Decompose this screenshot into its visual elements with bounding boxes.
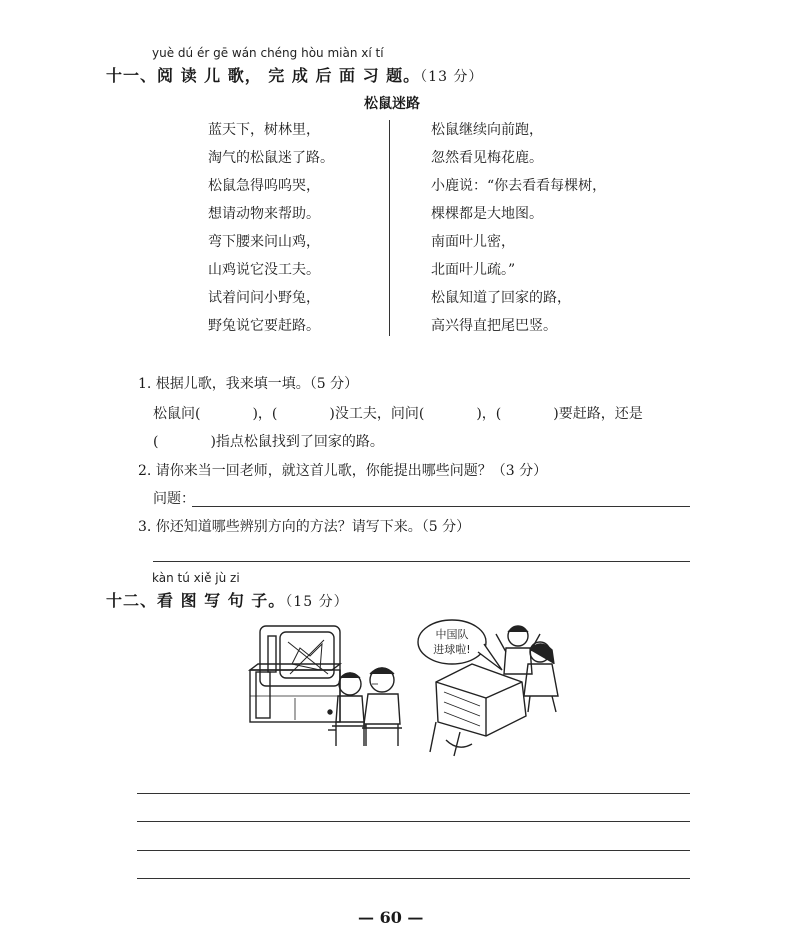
poem-line: 松鼠继续向前跑，: [431, 122, 543, 138]
illustration: [240, 612, 570, 764]
writing-line[interactable]: [137, 850, 690, 851]
q1-text: )，(: [252, 406, 278, 422]
section12-title: 看 图 写 句 子。: [157, 591, 286, 610]
q1-fill-line-2: [153, 431, 384, 451]
tv-right-icon: [430, 664, 526, 756]
section12-score: （15 分）: [285, 594, 349, 610]
poem-line: 北面叶儿疏。”: [431, 262, 516, 278]
poem-right-column: [431, 116, 606, 340]
section12-heading: [106, 588, 349, 611]
poem-line: 松鼠知道了回家的路，: [431, 290, 571, 306]
writing-line[interactable]: [137, 878, 690, 879]
q2-answer-line[interactable]: [192, 506, 690, 507]
bubble-text-line-1: 中国队: [435, 628, 469, 641]
section12-number: 十二、: [106, 591, 158, 610]
children-watching-icon: [328, 668, 402, 746]
q1-text: )指点松鼠找到了回家的路。: [210, 434, 384, 450]
q1-text: )要赶路，还是: [553, 406, 643, 422]
poem-line: 想请动物来帮助。: [208, 206, 320, 222]
q1-text: )没工夫，问问(: [329, 406, 425, 422]
poem-divider: [389, 120, 390, 336]
writing-line[interactable]: [137, 793, 690, 794]
q2-label: 问题：: [153, 491, 195, 507]
section12-pinyin: kàn tú xiě jù zi: [152, 571, 240, 585]
page-number: — 60 —: [358, 908, 424, 927]
section11-pinyin: yuè dú ér gē wán chéng hòu miàn xí tí: [152, 46, 384, 60]
section11-number: 十一、: [106, 66, 158, 85]
poem-line: 南面叶儿密，: [431, 234, 515, 250]
q1-text: 松鼠问(: [153, 406, 201, 422]
poem-line: 高兴得直把尾巴竖。: [431, 318, 557, 334]
poem-line: 松鼠急得呜呜哭，: [208, 178, 320, 194]
poem-line: 棵棵都是大地图。: [431, 206, 543, 222]
q1-prompt: 1. 根据儿歌，我来填一填。（5 分）: [138, 376, 359, 392]
bubble-text-line-2: 进球啦!: [433, 643, 471, 656]
children-cheering-icon: [496, 626, 558, 712]
poem-left-column: [208, 116, 334, 340]
poem-line: 试着问问小野兔，: [208, 290, 320, 306]
speech-bubble: [418, 620, 502, 670]
writing-line[interactable]: [137, 821, 690, 822]
poem-line: 蓝天下，树林里，: [208, 122, 320, 138]
q1-text: )，(: [476, 406, 502, 422]
poem-title: 松鼠迷路: [364, 96, 420, 112]
q3-prompt: 3. 你还知道哪些辨别方向的方法？请写下来。（5 分）: [138, 519, 471, 535]
q3-answer-line[interactable]: [153, 561, 690, 562]
q1-text: (: [153, 434, 159, 450]
section11-title: 阅 读 儿 歌， 完 成 后 面 习 题。: [157, 66, 421, 85]
poem-line: 弯下腰来问山鸡，: [208, 234, 320, 250]
poem-line: 淘气的松鼠迷了路。: [208, 150, 334, 166]
poem-line: 野兔说它要赶路。: [208, 318, 320, 334]
tv-left-icon: [250, 626, 340, 722]
q2-prompt: 2. 请你来当一回老师，就这首儿歌，你能提出哪些问题？（3 分）: [138, 463, 548, 479]
poem-line: 山鸡说它没工夫。: [208, 262, 320, 278]
poem-line: 忽然看见梅花鹿。: [431, 150, 543, 166]
section11-heading: [106, 63, 483, 86]
q1-fill-line-1: [153, 403, 643, 423]
section11-score: （13 分）: [420, 69, 484, 85]
poem-line: 小鹿说：“你去看看每棵树，: [431, 178, 607, 194]
